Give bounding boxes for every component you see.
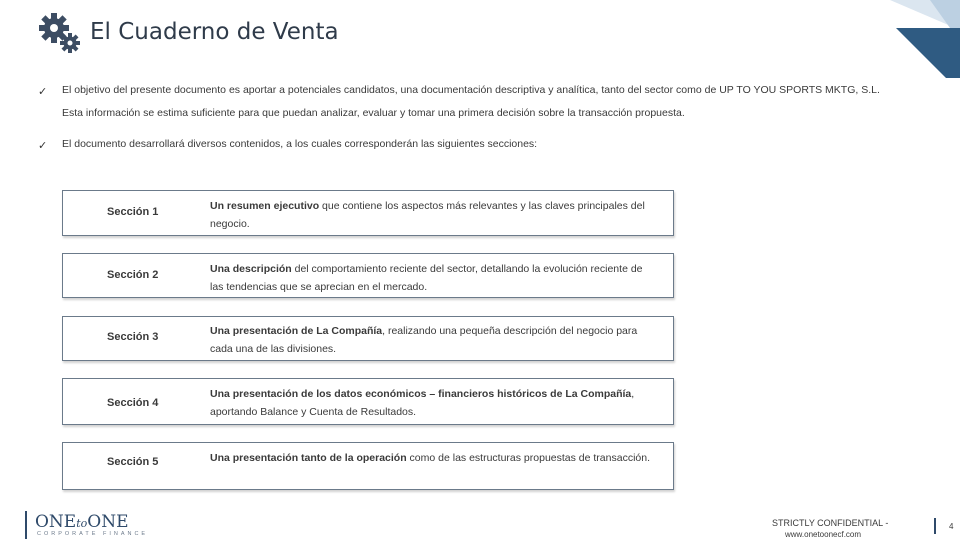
logo-subtitle: CORPORATE FINANCE xyxy=(37,531,149,537)
section-box xyxy=(62,190,674,236)
corner-decoration xyxy=(860,0,960,78)
logo-bar xyxy=(25,511,27,539)
section-label: Sección 3 xyxy=(107,331,159,343)
sections-intro: El documento desarrollará diversos contenidos, a los cuales corresponderán las siguientes secciones: xyxy=(62,138,538,150)
section-label: Sección 4 xyxy=(107,397,159,409)
intro-paragraph: El objetivo del presente documento es aportar a potenciales candidatos, una documentación descriptiva y analítica, tanto del sector como de UP TO YOU SPORTS MKTG, S.L. Esta información se estima suficiente para que puedan analizar, evaluar y tomar una primera decisión sobre la transacción propuesta. xyxy=(62,84,880,119)
section-box xyxy=(62,442,674,490)
gears-icon xyxy=(38,12,82,54)
website-link[interactable]: www.onetoonecf.com xyxy=(785,530,862,539)
confidential-notice: STRICTLY CONFIDENTIAL - xyxy=(772,518,889,528)
page-number: 4 xyxy=(949,522,954,531)
check-icon: ✓ xyxy=(38,86,48,98)
section-label: Sección 2 xyxy=(107,269,159,281)
section-description: Una presentación de La Compañía, realizando una pequeña descripción del negocio para cada una de las divisiones. xyxy=(210,325,638,355)
section-label: Sección 5 xyxy=(107,456,159,468)
section-description: Un resumen ejecutivo que contiene los aspectos más relevantes y las claves principales del negocio. xyxy=(210,200,645,230)
section-box xyxy=(62,253,674,298)
section-box xyxy=(62,316,674,361)
check-icon: ✓ xyxy=(38,140,48,152)
page-title: El Cuaderno de Venta xyxy=(90,19,339,45)
section-box xyxy=(62,378,674,425)
logo-text: ONEtoONE xyxy=(35,512,129,532)
section-description: Una descripción del comportamiento reciente del sector, detallando la evolución reciente de las tendencias que se aprecian en el mercado. xyxy=(210,263,643,293)
section-label: Sección 1 xyxy=(107,206,159,218)
footer-divider xyxy=(934,518,936,534)
section-description: Una presentación tanto de la operación como de las estructuras propuestas de transacción. xyxy=(210,452,651,464)
section-description: Una presentación de los datos económicos – financieros históricos de La Compañía, aportando Balance y Cuenta de Resultados. xyxy=(210,388,635,418)
